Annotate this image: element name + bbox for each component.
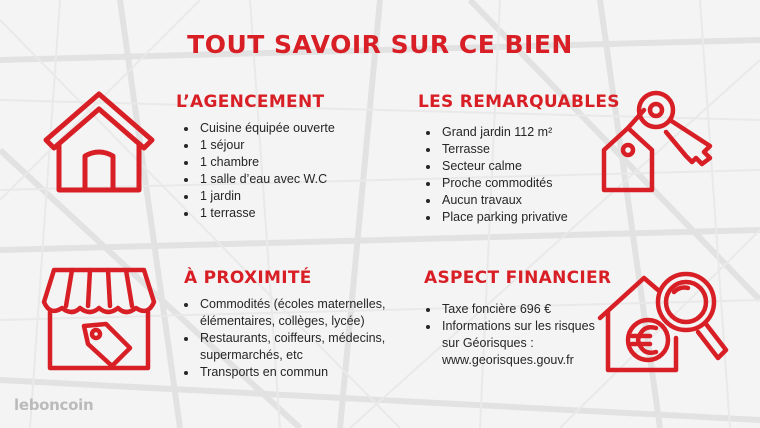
list-item: • Informations sur les risques sur Géorisques : www.georisques.gouv.fr — [440, 318, 610, 369]
proximite-list — [178, 296, 403, 381]
proximite-heading: À PROXIMITÉ — [184, 268, 312, 288]
agencement-list — [178, 120, 398, 222]
list-item: • Transports en commun — [198, 364, 403, 381]
financier-heading: ASPECT FINANCIER — [424, 268, 612, 288]
list-item: • Place parking privative — [440, 209, 615, 226]
list-item: • 1 terrasse — [198, 205, 398, 222]
page-title: TOUT SAVOIR SUR CE BIEN — [187, 30, 573, 59]
agencement-heading: L’AGENCEMENT — [176, 92, 325, 112]
remarquables-list — [420, 124, 615, 226]
list-item: • Secteur calme — [440, 158, 615, 175]
list-item: • Proche commodités — [440, 175, 615, 192]
list-item: • 1 séjour — [198, 137, 398, 154]
euro-house-magnifier-icon — [596, 262, 736, 382]
house-icon — [40, 88, 158, 196]
leboncoin-watermark: leboncoin — [14, 396, 94, 414]
list-item: • 1 jardin — [198, 188, 398, 205]
list-item: • 1 salle d’eau avec W.C — [198, 171, 398, 188]
remarquables-heading: LES REMARQUABLES — [418, 92, 620, 112]
financier-list — [420, 301, 610, 369]
list-item: • Aucun travaux — [440, 192, 615, 209]
list-item: • Commodités (écoles maternelles, élémentaires, collèges, lycée) — [198, 296, 403, 330]
list-item: • Restaurants, coiffeurs, médecins, supermarchés, etc — [198, 330, 403, 364]
list-item: • Terrasse — [440, 141, 615, 158]
list-item: • Grand jardin 112 m² — [440, 124, 615, 141]
list-item: • Taxe foncière 696 € — [440, 301, 610, 318]
list-item: • 1 chambre — [198, 154, 398, 171]
shop-icon — [40, 262, 158, 374]
list-item: • Cuisine équipée ouverte — [198, 120, 398, 137]
